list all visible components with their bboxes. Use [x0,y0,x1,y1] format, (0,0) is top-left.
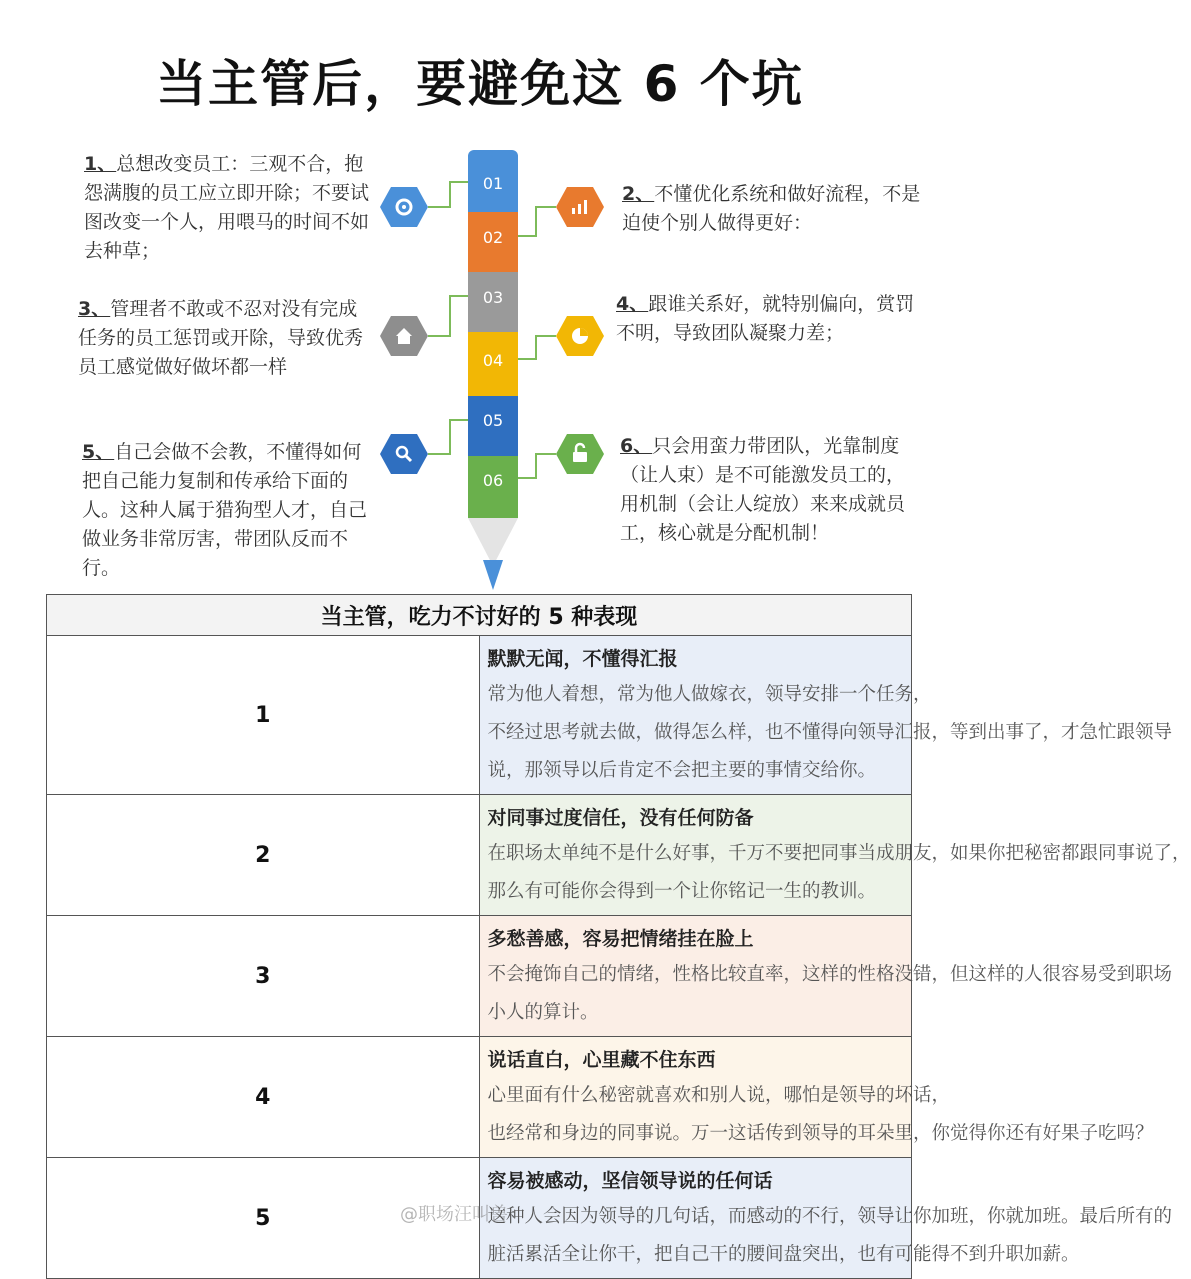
page-title: 当主管后，要避免这 6 个坑 [156,55,804,113]
tip-text: 只会用蛮力带团队，光靠制度（让人束）是不可能激发员工的，用机制（会让人绽放）来来成就员工，核心就是分配机制！ [620,435,906,544]
tip-text: 总想改变员工：三观不合，抱怨满腹的员工应立即开除；不要试图改变一个人，用喂马的时间不如去种草； [84,153,370,262]
row-number: 1 [47,636,480,795]
row-number: 5 [47,1158,480,1279]
row-line: 这种人会因为领导的几句话，而感动的不行，领导让你加班，你就加班。最后所有的 [487,1206,1173,1227]
table-row [47,636,912,795]
connector-line [428,420,468,454]
row-content [479,916,1173,1037]
row-line: 也经常和身边的同事说。万一这话传到领导的耳朵里，你觉得你还有好果子吃吗？ [487,1123,1154,1144]
pencil-tip-lead [483,560,503,590]
row-line: 不会掩饰自己的情绪，性格比较直率，这样的性格没错，但这样的人很容易受到职场 [487,964,1173,985]
row-number: 3 [47,916,480,1037]
table-header-row [47,595,912,636]
watermark: @职场汪叫兽 [400,1204,508,1225]
row-line: 常为他人着想，常为他人做嫁衣，领导安排一个任务， [487,684,932,705]
tip-number: 2、 [622,183,655,205]
row-content [479,1037,1154,1158]
tip-number: 5、 [82,441,115,463]
row-line: 说，那领导以后肯定不会把主要的事情交给你。 [487,760,877,781]
home-icon [380,316,428,356]
connector-line [428,296,468,336]
tip-number: 6、 [620,435,653,457]
row-line: 小人的算计。 [487,1002,599,1023]
row-content [479,1158,1173,1279]
search-icon [380,434,428,474]
row-number: 2 [47,795,480,916]
tip-number: 4、 [616,293,649,315]
segment-label: 03 [482,288,504,307]
tip-text: 不懂优化系统和做好流程，不是迫使个别人做得更好： [622,183,921,234]
segment-label: 01 [482,174,504,193]
row-title: 对同事过度信任，没有任何防备 [487,807,754,829]
lock-icon [556,434,604,474]
row-title: 说话直白，心里藏不住东西 [487,1049,716,1071]
pencil-tip-wood [468,518,518,566]
behaviors-table [46,594,1191,1279]
row-line: 在职场太单纯不是什么好事，千万不要把同事当成朋友，如果你把秘密都跟同事说了， [487,843,1191,864]
tip-number: 1、 [84,153,117,175]
table-row [47,916,912,1037]
connector-line [518,207,556,236]
tip-text: 自己会做不会教，不懂得如何把自己能力复制和传承给下面的人。这种人属于猎狗型人才，自己做业务非常厉害，带团队反而不行。 [82,441,368,579]
pie-chart-icon [556,316,604,356]
connector-line [428,182,468,207]
row-title: 默默无闻，不懂得汇报 [487,648,678,670]
gear-icon [380,187,428,227]
pencil-infographic [0,0,960,600]
segment-label: 05 [482,411,504,430]
row-line: 那么有可能你会得到一个让你铭记一生的教训。 [487,881,877,902]
connector-line [518,336,556,359]
segment-label: 02 [482,228,504,247]
table-row [47,795,912,916]
connector-line [518,454,556,478]
tip-number: 3、 [78,298,111,320]
segment-label: 06 [482,471,504,490]
row-content [479,795,1191,916]
row-number: 4 [47,1037,480,1158]
table-row [47,1037,912,1158]
bar-chart-icon [556,187,604,227]
row-line: 不经过思考就去做，做得怎么样，也不懂得向领导汇报，等到出事了，才急忙跟领导 [487,722,1173,743]
tip-text: 管理者不敢或不忍对没有完成任务的员工惩罚或开除，导致优秀员工感觉做好做坏都一样 [78,298,364,378]
segment-label: 04 [482,351,504,370]
row-title: 多愁善感，容易把情绪挂在脸上 [487,928,754,950]
row-title: 容易被感动，坚信领导说的任何话 [487,1170,773,1192]
tip-text: 跟谁关系好，就特别偏向，赏罚不明，导致团队凝聚力差； [616,293,915,344]
table-header: 当主管，吃力不讨好的 5 种表现 [47,595,912,636]
row-line: 心里面有什么秘密就喜欢和别人说，哪怕是领导的坏话， [487,1085,951,1106]
row-line: 脏活累活全让你干，把自己干的腰间盘突出，也有可能得不到升职加薪。 [487,1244,1080,1265]
row-content [479,636,1173,795]
